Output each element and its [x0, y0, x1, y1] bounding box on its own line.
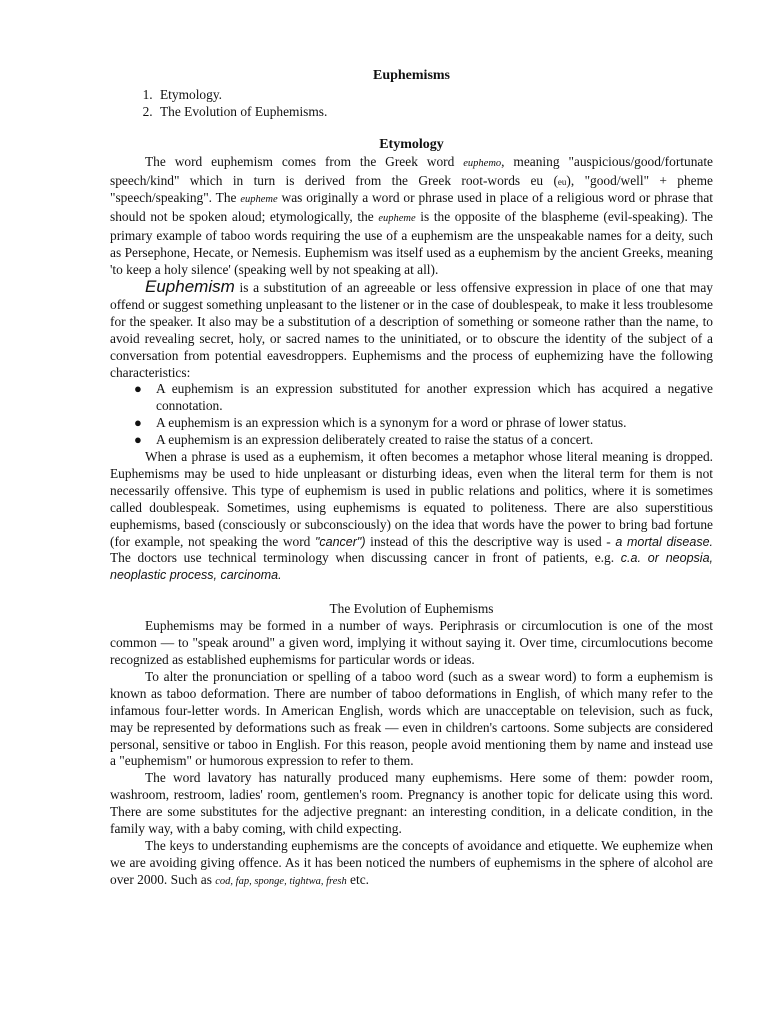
evolution-paragraph-3: The word lavatory has naturally produced many euphemisms. Here some of them: powder room, washroom, restroom, ladies' room, gentlemen's room. Pregnancy is another topic for delicate using this word. There are some substitutes for the adjective pregnant: an interesting condition, in a delicate condition, in the family way, with a baby coming, with child expecting. [110, 770, 713, 837]
text-run-italic: eupheme [240, 194, 278, 206]
characteristics-list [110, 381, 713, 449]
etymology-paragraph-3 [110, 449, 713, 584]
section-heading-evolution: The Evolution of Euphemisms [329, 601, 494, 617]
etymology-paragraph-2 [110, 276, 713, 381]
text-run-italic-large: Euphemism [145, 276, 235, 296]
text-run: When a phrase is used as a euphemism, it often becomes a metaphor whose literal meaning is dropped. Euphemisms may be used to hide unpleasant or disturbing ideas, even when the literal term for them is not necessarily offensive. This type of euphemism is used in public relations and politics, where it is sometimes called doublespeak. Sometimes, using euphemisms is equated to politeness. There are also superstitious euphemisms, based (consciously or subconsciously) on the idea that words have the power to bring bad fortune (for example, not speaking the word [110, 449, 713, 549]
text-run: etc. [346, 871, 370, 887]
text-run: The keys to understanding euphemisms are the concepts of avoidance and etiquette. We euphemize when we are avoiding giving offence. As it has been noticed the numbers of euphemisms in the sphere of alcohol are over 2000. Such as [110, 837, 713, 887]
text-run-italic: "cancer") [314, 534, 366, 549]
text-run-italic: euphemo [463, 157, 502, 169]
list-item-text: A euphemism is an expression which is a synonym for a word or phrase of lower status. [156, 415, 627, 431]
bullet-icon: ● [134, 381, 142, 397]
text-run: is the opposite of the blaspheme (evil-speaking). The primary example of taboo words requiring the use of a euphemism are the unspeakable names for a deity, such as Persephone, Hecate, or Nemesis. Euphemism was itself used as a euphemism by the ancient Greeks, meaning 'to keep a holy silence' (speaking well by not speaking at all). [110, 209, 713, 278]
text-run-italic: eupheme [378, 213, 416, 225]
list-item [134, 381, 713, 415]
text-run-italic: cod, fap, sponge, tightwa, fresh [215, 875, 347, 887]
bullet-icon: ● [134, 432, 142, 448]
etymology-paragraph-1 [110, 154, 713, 279]
text-run: is a substitution of an agreeable or less offensive expression in place of one that may offend or suggest something unpleasant to the listener or in the case of doublespeak, to make it less troublesome for the speaker. It also may be a substitution of a description of something or someone rather than the name, to avoid revealing secret, holy, or sacred names to the uninitiated, or to obscure the identity of the subject of a conversation from potential eavesdroppers. Euphemisms and the process of euphemizing have the following characteristics: [110, 279, 713, 380]
evolution-paragraph-1: Euphemisms may be formed in a number of ways. Periphrasis or circumlocution is one of the most common — to "speak around" a given word, implying it without saying it. Over time, circumlocutions become recognized as established euphemisms for particular words or ideas. [110, 618, 713, 667]
text-run-italic: c.a. or neopsia, neoplastic process, carcinoma. [110, 551, 713, 583]
evolution-paragraph-4 [110, 838, 713, 891]
text-run: , meaning "auspicious/good/fortunate speech/kind" which in turn is derived from the Greek root-words eu ( [110, 153, 713, 188]
list-item [134, 415, 713, 432]
table-of-contents [110, 87, 713, 121]
document-body [110, 68, 713, 891]
list-item-text: A euphemism is an expression substituted for another expression which has acquired a negative connotation. [156, 381, 713, 414]
text-run: The word euphemism comes from the Greek word [145, 153, 464, 169]
list-item-text: A euphemism is an expression deliberately created to raise the status of a concert. [156, 432, 594, 448]
bullet-icon: ● [134, 415, 142, 431]
toc-item: 1. Etymology. [156, 87, 713, 104]
text-run-small: eu [557, 176, 567, 187]
list-item [134, 432, 713, 449]
section-heading-etymology: Etymology [379, 136, 444, 152]
text-run-italic: a mortal disease. [615, 534, 714, 549]
text-run: instead of this the descriptive way is used - [365, 533, 616, 549]
text-run: was originally a word or phrase used in place of a religious word or phrase that should not be spoken aloud; etymologically, the [110, 190, 713, 225]
text-run: The doctors use technical terminology when discussing cancer in front of patients, e.g. [110, 550, 621, 566]
toc-item: 2. The Evolution of Euphemisms. [156, 104, 713, 121]
text-run: ), "good/well" + pheme "speech/speaking". The [110, 172, 713, 206]
document-title: Euphemisms [372, 68, 451, 83]
evolution-paragraph-2: To alter the pronunciation or spelling of a taboo word (such as a swear word) to form a euphemism is known as taboo deformation. There are number of taboo deformations in English, of which many refer to the infamous four-letter words. In American English, words which are unacceptable on television, such as fuck, may be represented by deformations such as freak — even in children's cartoons. Some subjects are considered personal, sensitive or taboo in English. For this reason, people avoid mentioning them by name and instead use a "euphemism" or humorous expression to refer to them. [110, 668, 713, 769]
